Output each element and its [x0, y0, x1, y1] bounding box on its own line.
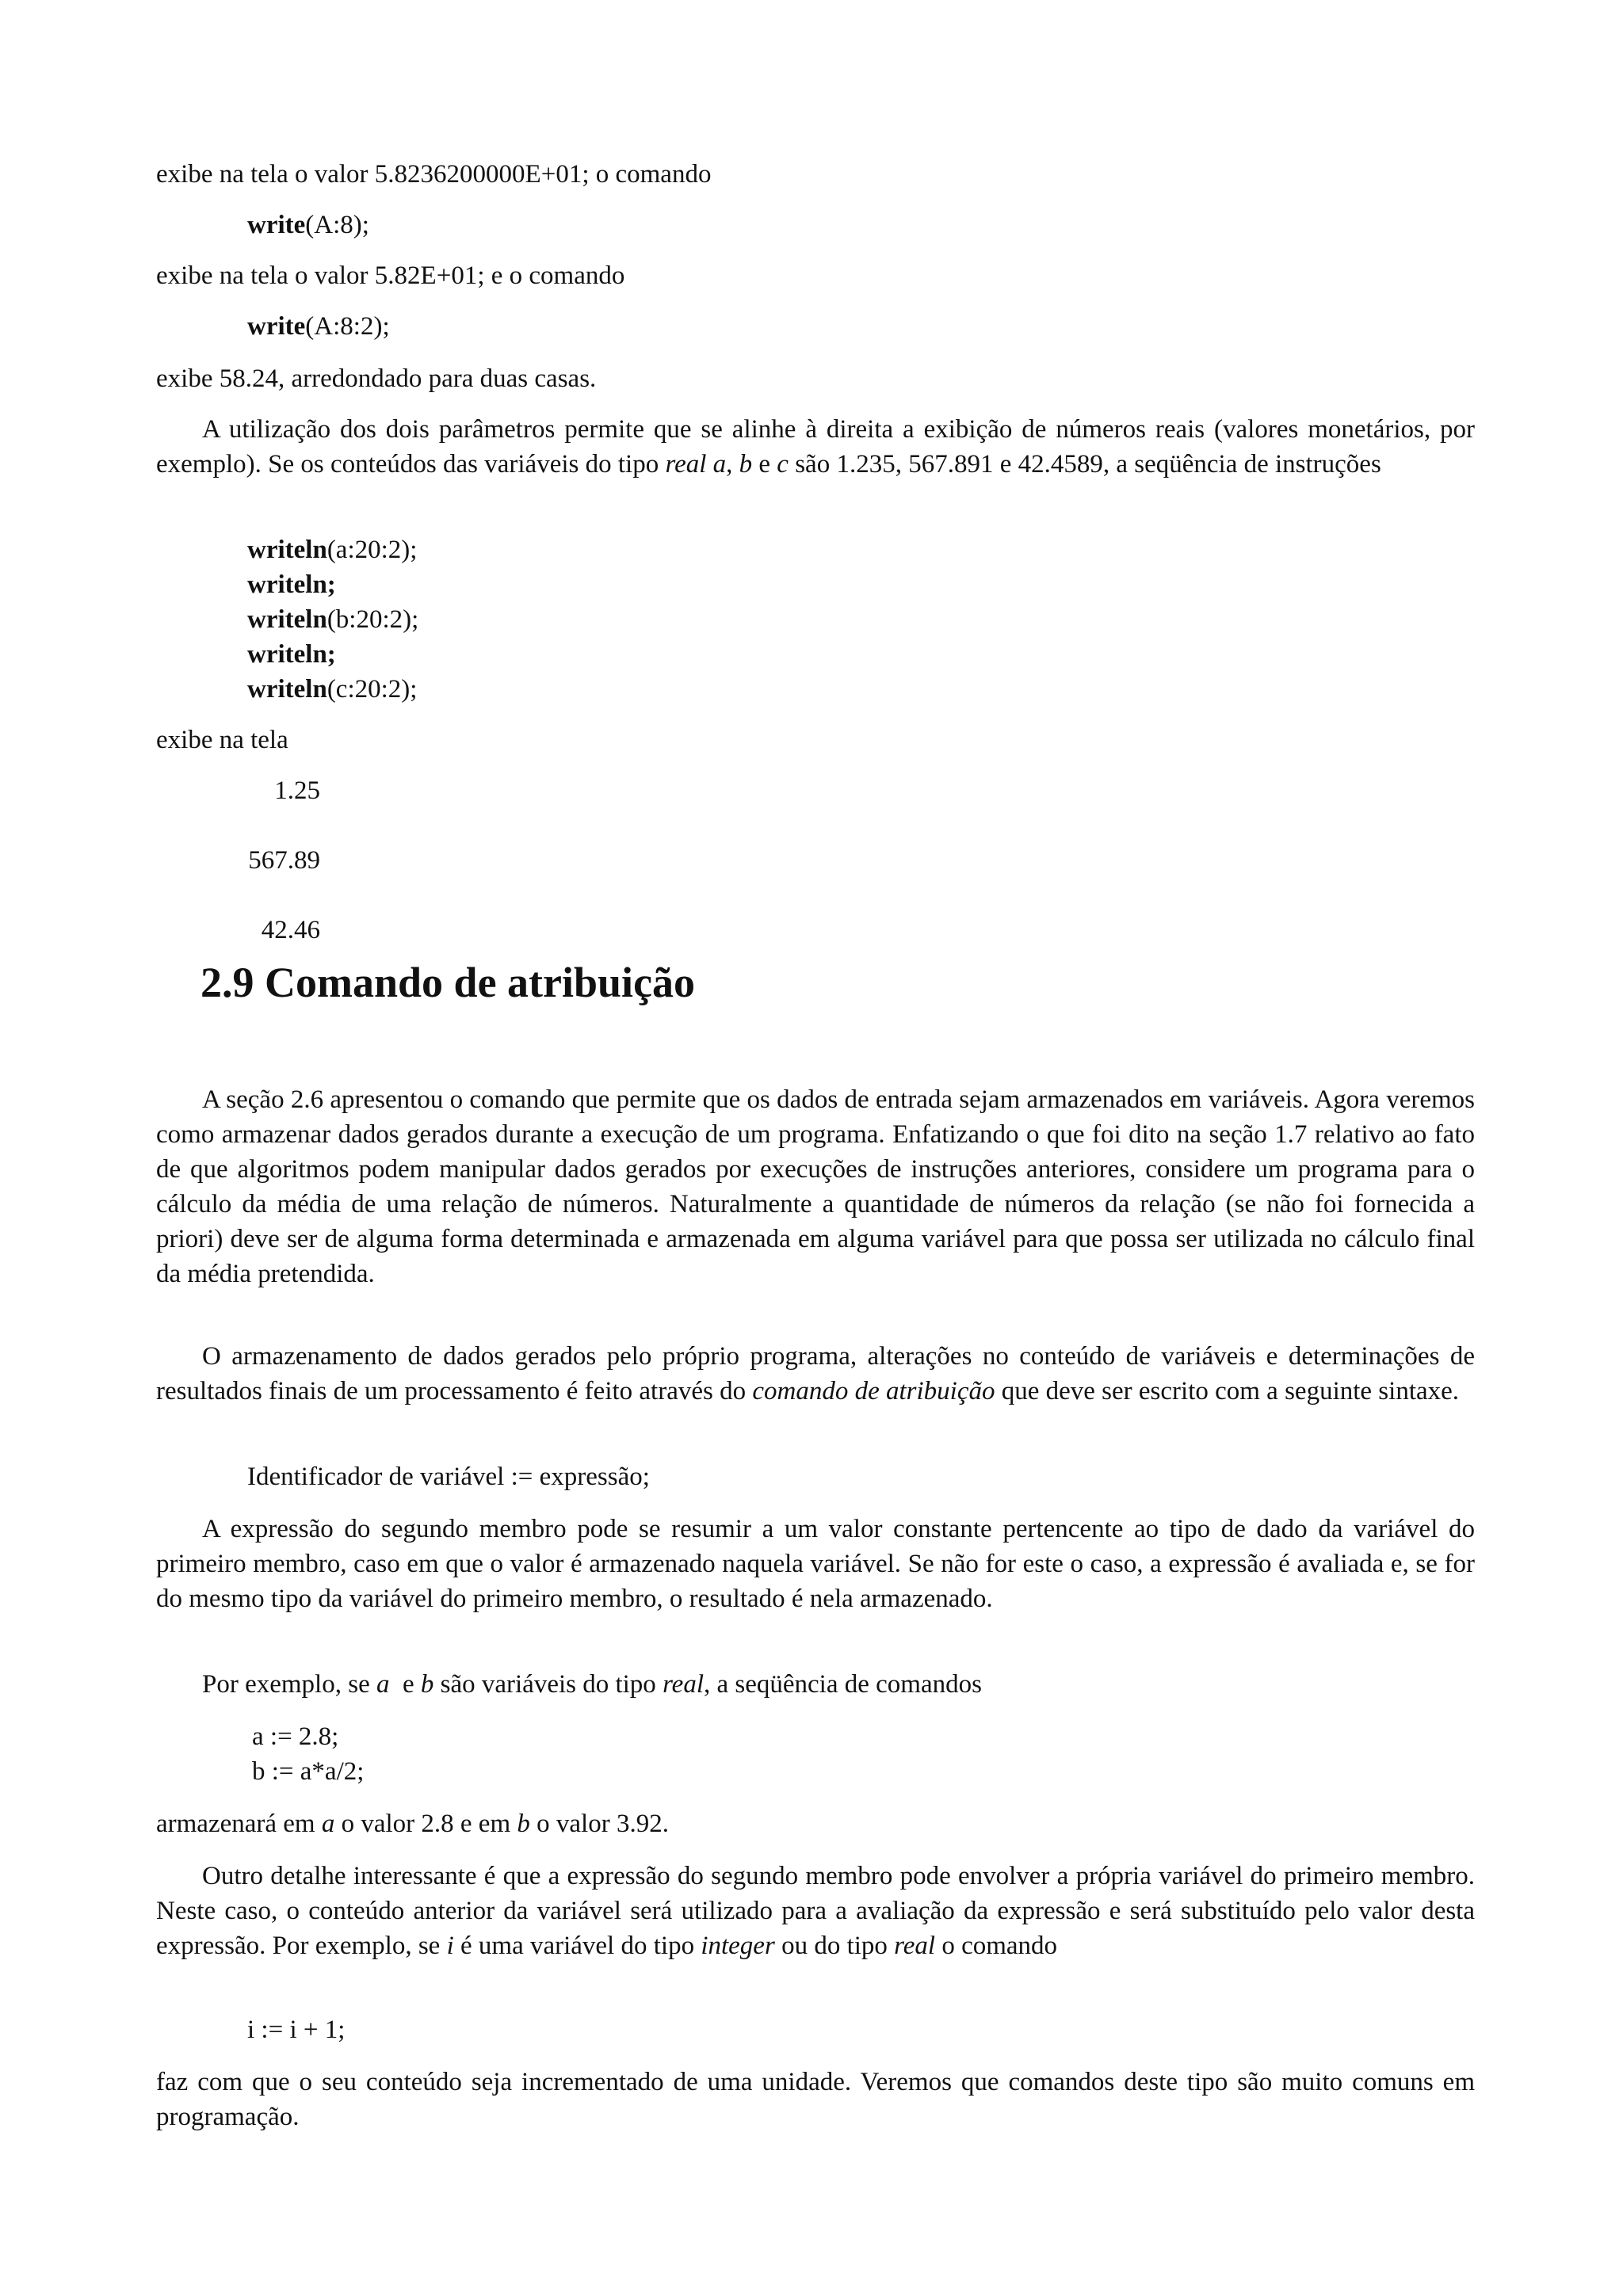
keyword-write: write	[247, 312, 306, 341]
paragraph-3: exibe 58.24, arredondado para duas casas.	[156, 364, 597, 393]
code-line: a := 2.8;	[252, 1722, 339, 1751]
syntax-line: Identificador de variável := expressão;	[247, 1463, 650, 1491]
code-line: b := a*a/2;	[252, 1757, 365, 1786]
paragraph-6: A seção 2.6 apresentou o comando que permite que os dados de entrada sejam armazenados em variáveis. Agora veremos como armazenar dados gerados durante a execução de um programa. Enfatizando o que foi dito na seção 1.7 relativo ao fato de que algoritmos podem manipular dados gerados por execuções de instruções anteriores, considere um programa para o cálculo da média de uma relação de números. Naturalmente a quantidade de números da relação (se não foi fornecida a priori) deve ser de alguma forma determinada e armazenada em alguma variável para que possa ser utilizada no cálculo final da média pretendida.	[156, 1085, 1475, 1288]
output-value-2: 567.89	[248, 846, 320, 875]
keyword-write: write	[247, 211, 306, 239]
code-assignment-block	[252, 1719, 364, 1789]
code-line: writeln(a:20:2);	[247, 536, 418, 564]
code-line: writeln(c:20:2);	[247, 675, 418, 704]
paragraph-9: Por exemplo, se a e b são variáveis do tipo real, a seqüência de comandos	[202, 1670, 982, 1699]
paragraph-4: A utilização dos dois parâmetros permite que se alinhe à direita a exibição de números reais (valores monetários, por exemplo). Se os conteúdos das variáveis do tipo real a, b e c são 1.235, 567.891 e 42.4589, a seqüência de instruções	[156, 415, 1475, 479]
section-title: 2.9 Comando de atribuição	[200, 959, 696, 1006]
output-value-1: 1.25	[274, 776, 320, 805]
paragraph-1: exibe na tela o valor 5.8236200000E+01; o comando	[156, 160, 712, 189]
paragraph-11: Outro detalhe interessante é que a expressão do segundo membro pode envolver a própria variável do primeiro membro. Neste caso, o conteúdo anterior da variável será utilizado para a avaliação da expressão e será substituído pelo valor desta expressão. Por exemplo, se i é uma variável do tipo integer ou do tipo real o comando	[156, 1862, 1475, 1960]
paragraph-12: faz com que o seu conteúdo seja incrementado de uma unidade. Veremos que comandos deste tipo são muito comuns em programação.	[156, 2068, 1475, 2131]
paragraph-2: exibe na tela o valor 5.82E+01; e o comando	[156, 261, 625, 290]
paragraph-7: O armazenamento de dados gerados pelo próprio programa, alterações no conteúdo de variáveis e determinações de resultados finais de um processamento é feito através do comando de atribuição que deve ser escrito com a seguinte sintaxe.	[156, 1342, 1475, 1405]
output-value-3: 42.46	[261, 916, 320, 944]
code-line: writeln;	[247, 570, 336, 599]
code-write-a8	[247, 208, 369, 242]
paragraph-8: A expressão do segundo membro pode se resumir a um valor constante pertencente ao tipo de dado da variável do primeiro membro, caso em que o valor é armazenado naquela variável. Se não for este o caso, a expressão é avaliada e, se for do mesmo tipo da variável do primeiro membro, o resultado é nela armazenado.	[156, 1515, 1475, 1613]
code-writeln-block	[247, 532, 418, 707]
paragraph-5: exibe na tela	[156, 726, 288, 754]
code-line: writeln;	[247, 640, 336, 669]
code-line: writeln(b:20:2);	[247, 605, 419, 634]
code-args: (A:8);	[305, 211, 369, 239]
code-write-a82	[247, 309, 390, 344]
code-increment: i := i + 1;	[247, 2016, 346, 2044]
code-args: (A:8:2);	[305, 312, 390, 341]
paragraph-10: armazenará em a o valor 2.8 e em b o valor 3.92.	[156, 1810, 669, 1838]
